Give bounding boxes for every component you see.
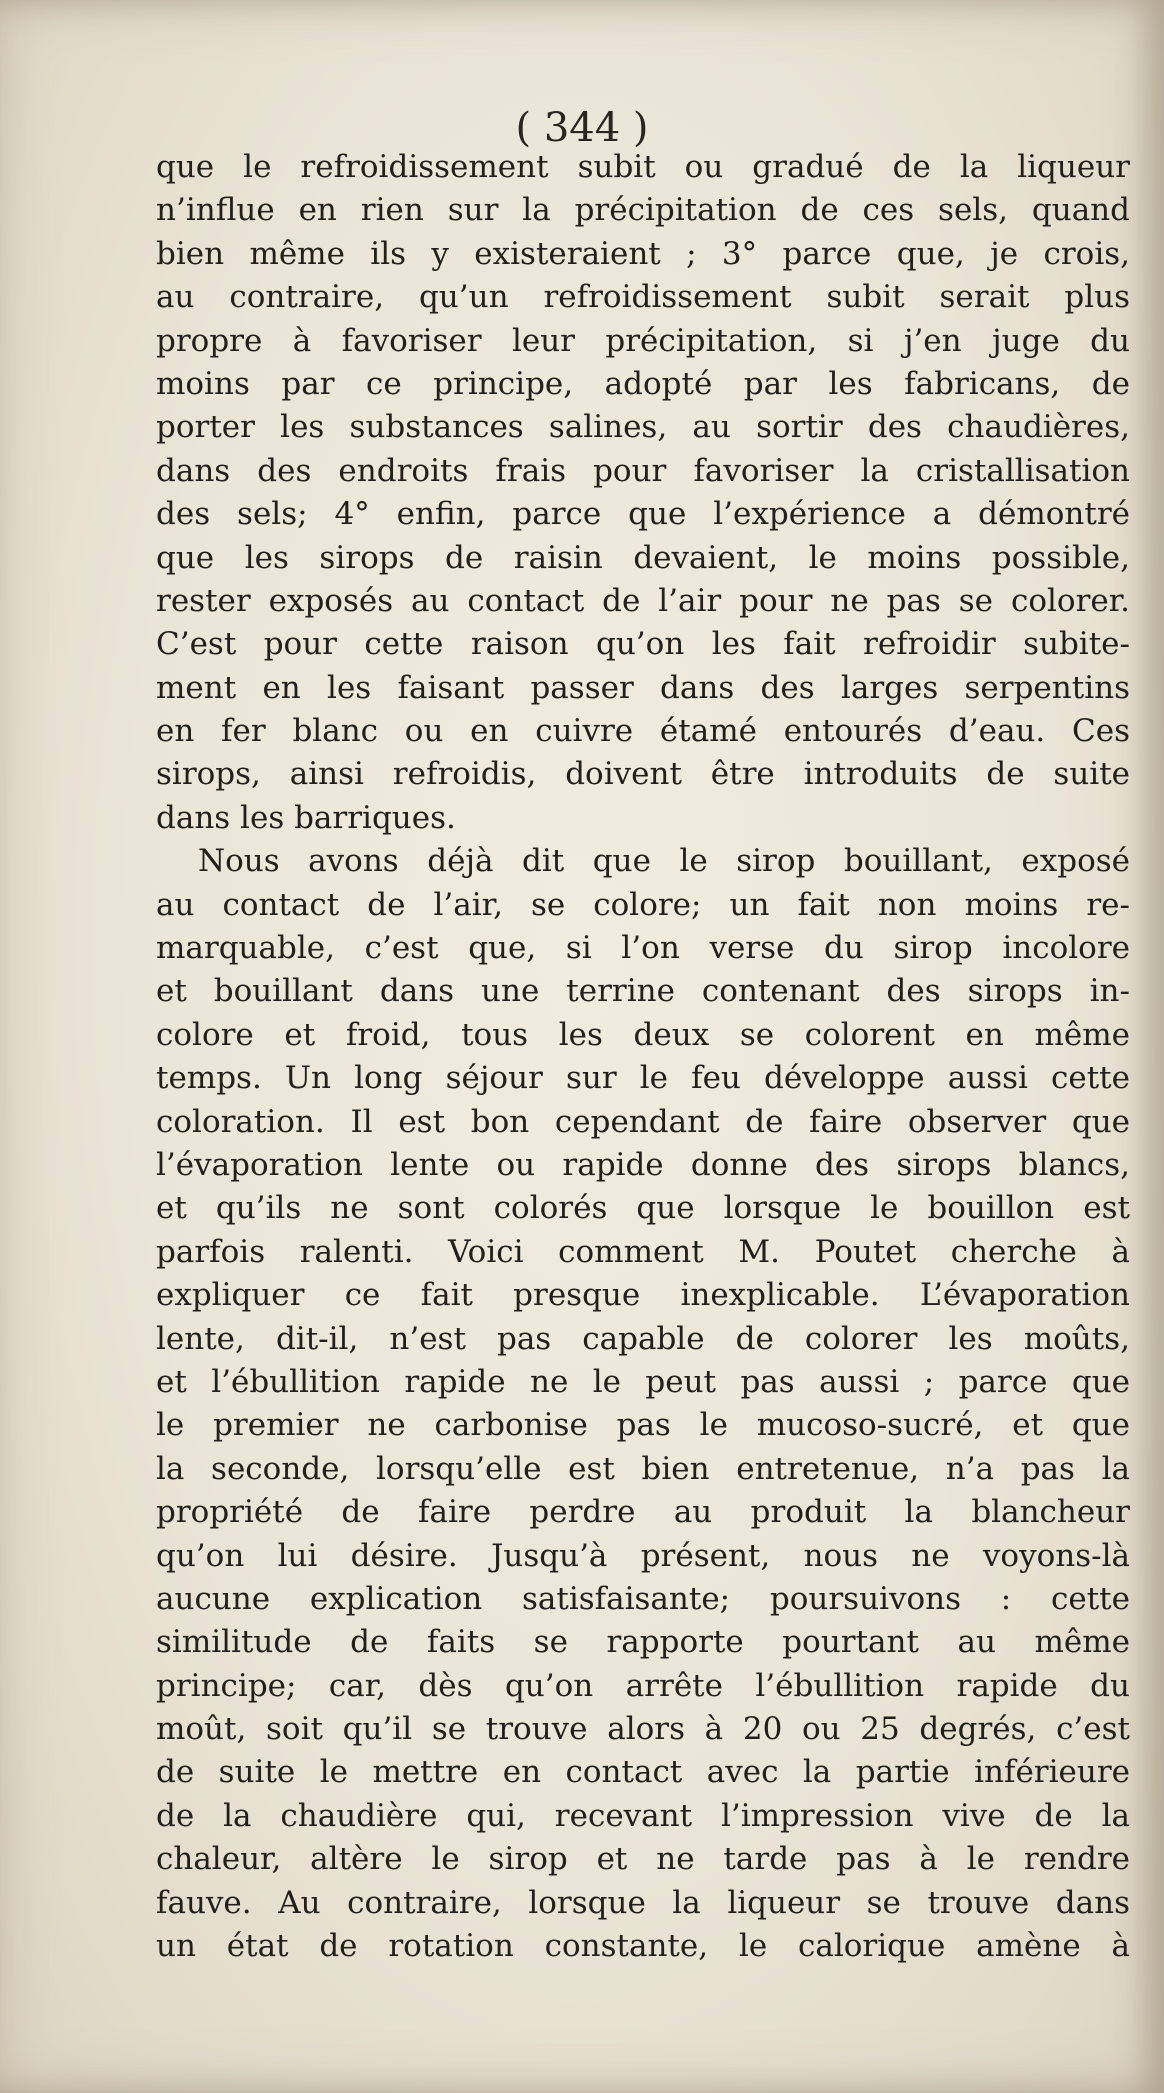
text-line: propriété de faire perdre au produit la blancheur [156,1494,1130,1531]
text-line: en fer blanc ou en cuivre étamé entourés d’eau. Ces [156,713,1130,750]
text-line: propre à favoriser leur précipitation, si j’en juge du [156,322,1130,359]
text-line: marquable, c’est que, si l’on verse du sirop incolore [156,930,1130,967]
page-number: ( 344 ) [515,105,649,151]
text-line: ment en les faisant passer dans des larges serpentins [156,669,1130,706]
text-line: un état de rotation constante, le calorique amène à [156,1928,1130,1965]
text-line: bien même ils y existeraient ; 3° parce que, je crois, [156,235,1130,272]
text-line: similitude de faits se rapporte pourtant au même [156,1624,1130,1661]
text-line: l’évaporation lente ou rapide donne des sirops blancs, [156,1146,1130,1183]
text-line: colore et froid, tous les deux se colorent en même [156,1016,1130,1053]
text-line: principe; car, dès qu’on arrête l’ébullition rapide du [156,1667,1130,1704]
text-line: et l’ébullition rapide ne le peut pas aussi ; parce que [156,1363,1130,1400]
body-text [156,146,1130,1968]
text-line: que le refroidissement subit ou gradué de la liqueur [156,149,1130,185]
text-line: porter les substances salines, au sortir des chaudières, [156,409,1130,446]
text-line: n’influe en rien sur la précipitation de ces sels, quand [156,192,1130,229]
paragraph-first-line: Nous avons déjà dit que le sirop bouillant, exposé [198,843,1130,880]
text-line: au contact de l’air, se colore; un fait non moins re- [156,886,1130,923]
text-line: de la chaudière qui, recevant l’impression vive de la [156,1797,1130,1834]
text-line: aucune explication satisfaisante; poursuivons : cette [156,1580,1130,1617]
text-line: et qu’ils ne sont colorés que lorsque le bouillon est [156,1190,1130,1227]
text-line: la seconde, lorsqu’elle est bien entretenue, n’a pas la [156,1450,1130,1487]
text-line: et bouillant dans une terrine contenant des sirops in- [156,973,1130,1010]
text-line: de suite le mettre en contact avec la partie inférieure [156,1754,1130,1791]
text-line: expliquer ce fait presque inexplicable. L’évaporation [156,1277,1130,1314]
text-line: dans des endroits frais pour favoriser la cristallisation [156,452,1130,489]
paragraph-last-line: dans les barriques. [156,799,456,836]
text-line: moins par ce principe, adopté par les fabricans, de [156,365,1130,402]
text-line: chaleur, altère le sirop et ne tarde pas à le rendre [156,1841,1130,1878]
text-line: C’est pour cette raison qu’on les fait refroidir subite- [156,626,1130,663]
text-line: lente, dit-il, n’est pas capable de colorer les moûts, [156,1320,1130,1357]
text-line: qu’on lui désire. Jusqu’à présent, nous ne voyons-là [156,1537,1130,1574]
text-line: des sels; 4° enfin, parce que l’expérience a démontré [156,496,1130,533]
text-line: le premier ne carbonise pas le mucoso-sucré, et que [156,1407,1130,1444]
text-line: au contraire, qu’un refroidissement subit serait plus [156,279,1130,316]
text-line: sirops, ainsi refroidis, doivent être introduits de suite [156,756,1130,793]
text-line: fauve. Au contraire, lorsque la liqueur se trouve dans [156,1884,1130,1921]
text-line: coloration. Il est bon cependant de faire observer que [156,1103,1130,1140]
text-line: moût, soit qu’il se trouve alors à 20 ou 25 degrés, c’est [156,1711,1130,1748]
text-line: rester exposés au contact de l’air pour ne pas se colorer. [156,582,1130,619]
text-line: que les sirops de raisin devaient, le moins possible, [156,539,1130,576]
text-line: temps. Un long séjour sur le feu développe aussi cette [156,1060,1130,1097]
text-line: parfois ralenti. Voici comment M. Poutet cherche à [156,1233,1130,1270]
